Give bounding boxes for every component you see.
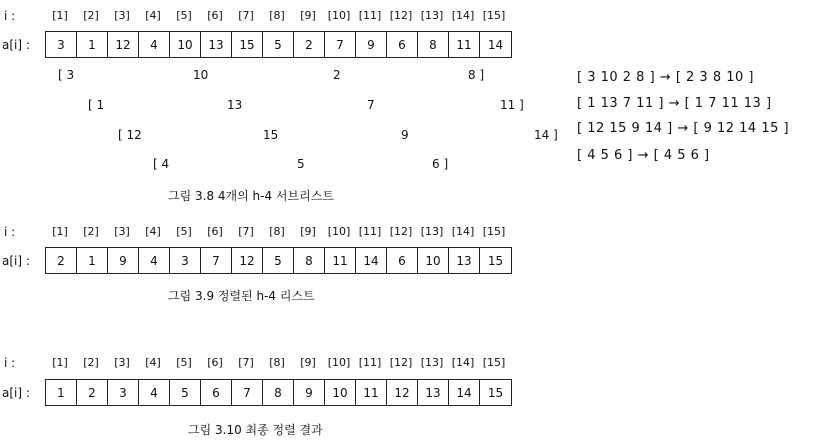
array-cell: 15 — [487, 253, 504, 268]
figure-caption-3-8: 그림 3.8 4개의 h-4 서브리스트 — [168, 189, 334, 203]
array-cell: 3 — [108, 380, 139, 405]
array-label: a[i] : — [2, 38, 30, 52]
array-cell: 4 — [139, 380, 170, 405]
index-cell: [12] — [389, 9, 413, 22]
index-cell: [3] — [114, 225, 130, 238]
array-row — [45, 247, 512, 274]
index-cell: [5] — [176, 225, 192, 238]
index-cell: [4] — [145, 356, 161, 369]
index-cell: [8] — [269, 356, 285, 369]
index-cell: [7] — [238, 9, 254, 22]
array-cell: 1 — [46, 380, 77, 405]
sublist-item: [ 12 — [118, 128, 142, 142]
sort-rule: [ 4 5 6 ] → [ 4 5 6 ] — [577, 148, 710, 163]
index-cell: [2] — [83, 225, 99, 238]
index-cell: [6] — [207, 225, 223, 238]
sublist-item: 6 ] — [432, 157, 449, 171]
array-cell: 5 — [170, 380, 201, 405]
array-cell: 4 — [139, 32, 170, 57]
array-cell: 11 — [325, 248, 356, 273]
array-cell: 14 — [356, 248, 387, 273]
array-cell: 2 — [294, 32, 325, 57]
array-cell: 4 — [139, 248, 170, 273]
index-label: i : — [4, 9, 16, 23]
index-cell: [3] — [114, 9, 130, 22]
index-cell: [13] — [420, 9, 444, 22]
index-cell: [11] — [358, 9, 382, 22]
index-cell: [5] — [176, 356, 192, 369]
array-cell: 9 — [108, 248, 139, 273]
array-label: a[i] : — [2, 254, 30, 268]
index-cell: [9] — [300, 225, 316, 238]
index-cell: [12] — [389, 225, 413, 238]
sublist-item: [ 4 — [153, 157, 170, 171]
sublist-item: 8 ] — [468, 68, 485, 82]
sublist-item: 5 — [297, 157, 305, 171]
index-cell: [10] — [327, 9, 351, 22]
sublist-item: 11 ] — [500, 98, 524, 112]
index-cell: [14] — [451, 356, 475, 369]
array-cell: 2 — [46, 248, 77, 273]
array-cell: 1 — [77, 32, 108, 57]
index-cell: [11] — [358, 225, 382, 238]
index-label: i : — [4, 225, 16, 239]
index-cell: [7] — [238, 356, 254, 369]
index-cell: [1] — [52, 9, 68, 22]
index-cell: [9] — [300, 9, 316, 22]
array-cell: 10 — [325, 380, 356, 405]
sublist-item: 14 ] — [534, 128, 558, 142]
array-cell: 9 — [356, 32, 387, 57]
array-cell: 10 — [170, 32, 201, 57]
array-label: a[i] : — [2, 386, 30, 400]
array-cell: 12 — [387, 380, 418, 405]
sublist-item: 15 — [263, 128, 279, 142]
array-cell: 12 — [232, 248, 263, 273]
sublist-item: 7 — [367, 98, 375, 112]
index-cell: [2] — [83, 356, 99, 369]
index-cell: [12] — [389, 356, 413, 369]
array-cell: 13 — [418, 380, 449, 405]
index-cell: [1] — [52, 356, 68, 369]
index-cell: [10] — [327, 356, 351, 369]
array-cell: 15 — [487, 385, 504, 400]
array-cell: 7 — [201, 248, 232, 273]
array-cell: 8 — [294, 248, 325, 273]
sort-rule: [ 3 10 2 8 ] → [ 2 3 8 10 ] — [577, 70, 754, 85]
array-cell: 12 — [108, 32, 139, 57]
index-cell: [6] — [207, 9, 223, 22]
array-cell: 5 — [263, 32, 294, 57]
sublist-item: 13 — [227, 98, 243, 112]
array-cell: 10 — [418, 248, 449, 273]
array-cell: 3 — [46, 32, 77, 57]
index-cell: [11] — [358, 356, 382, 369]
index-cell: [13] — [420, 225, 444, 238]
index-cell: [9] — [300, 356, 316, 369]
array-cell: 5 — [263, 248, 294, 273]
array-cell: 8 — [263, 380, 294, 405]
array-cell: 14 — [449, 380, 480, 405]
array-cell: 11 — [356, 380, 387, 405]
index-cell: [10] — [327, 225, 351, 238]
array-row — [45, 379, 512, 406]
sort-rule: [ 12 15 9 14 ] → [ 9 12 14 15 ] — [577, 121, 790, 136]
index-cell: [7] — [238, 225, 254, 238]
array-cell: 9 — [294, 380, 325, 405]
array-cell: 6 — [387, 248, 418, 273]
index-cell: [8] — [269, 9, 285, 22]
array-cell: 1 — [77, 248, 108, 273]
index-cell: [2] — [83, 9, 99, 22]
index-cell: [5] — [176, 9, 192, 22]
array-cell: 14 — [487, 37, 504, 52]
index-cell: [1] — [52, 225, 68, 238]
sublist-item: [ 1 — [88, 98, 105, 112]
index-cell: [8] — [269, 225, 285, 238]
array-cell: 7 — [232, 380, 263, 405]
array-cell: 11 — [449, 32, 480, 57]
index-cell: [15] — [482, 225, 506, 238]
index-cell: [4] — [145, 9, 161, 22]
index-cell: [15] — [482, 9, 506, 22]
array-cell: 8 — [418, 32, 449, 57]
sublist-item: 10 — [193, 68, 209, 82]
array-row — [45, 31, 512, 58]
index-cell: [6] — [207, 356, 223, 369]
array-cell: 2 — [77, 380, 108, 405]
array-cell: 6 — [201, 380, 232, 405]
array-cell: 7 — [325, 32, 356, 57]
array-cell: 13 — [449, 248, 480, 273]
index-label: i : — [4, 356, 16, 370]
array-cell: 6 — [387, 32, 418, 57]
index-cell: [13] — [420, 356, 444, 369]
sort-rule: [ 1 13 7 11 ] → [ 1 7 11 13 ] — [577, 96, 772, 111]
sublist-item: [ 3 — [58, 68, 75, 82]
sublist-item: 2 — [333, 68, 341, 82]
array-cell: 15 — [232, 32, 263, 57]
array-cell: 3 — [170, 248, 201, 273]
index-cell: [14] — [451, 9, 475, 22]
array-cell: 13 — [201, 32, 232, 57]
index-cell: [3] — [114, 356, 130, 369]
index-cell: [14] — [451, 225, 475, 238]
sublist-item: 9 — [401, 128, 409, 142]
figure-caption-3-9: 그림 3.9 정렬된 h-4 리스트 — [168, 289, 315, 303]
index-cell: [4] — [145, 225, 161, 238]
index-cell: [15] — [482, 356, 506, 369]
figure-caption-3-10: 그림 3.10 최종 정렬 결과 — [188, 423, 323, 437]
